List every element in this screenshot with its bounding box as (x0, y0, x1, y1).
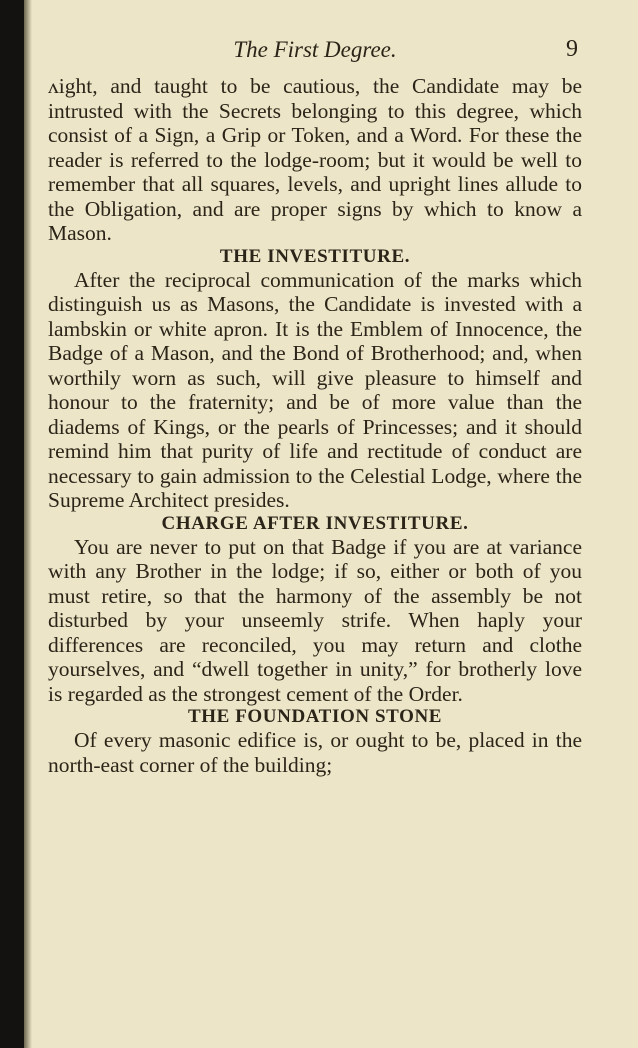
foundation-stone-paragraph: Of every masonic edifice is, or ought to be, placed in the north-east corner of the building; (48, 728, 582, 777)
page-gutter (24, 0, 32, 1048)
section-heading-charge: CHARGE AFTER INVESTITURE. (161, 512, 469, 534)
book-page (48, 34, 582, 777)
charge-paragraph: You are never to put on that Badge if you are at variance with any Brother in the lodge; if so, either or both of you must retire, so that the harmony of the assembly be not disturbed by your unseemly strife. When haply your differences are reconciled, you may return and clothe yourselves, and “dwell together in unity,” for brotherly love is regarded as the strongest cement of the Order. (48, 534, 582, 706)
page-number: 9 (566, 36, 578, 62)
section-heading-foundation-stone: THE FOUNDATION STONE (187, 706, 443, 727)
book-spine-shadow (0, 0, 24, 1048)
running-title: The First Degree. (233, 37, 397, 62)
section-heading-investiture: THE INVESTITURE. (219, 245, 411, 267)
running-head (48, 34, 582, 74)
investiture-paragraph: After the reciprocal communication of the marks which distinguish us as Masons, the Candidate is invested with a lambskin or white apron. It is the Emblem of Innocence, the Badge of a Mason, and the Bond of Brotherhood; and, when worthily worn as such, will give pleasure to himself and honour to the fraternity; and be of more value than the diadems of Kings, or the pearls of Princesses; and it should remind him that purity of life and rectitude of conduct are necessary to gain admission to the Celestial Lodge, where the Supreme Architect presides. (48, 267, 582, 512)
opening-paragraph: ʌight, and taught to be cautious, the Candidate may be intrusted with the Secrets belonging to this degree, which consist of a Sign, a Grip or Token, and a Word. For these the reader is referred to the lodge-room; but it would be well to remember that all squares, levels, and upright lines allude to the Obligation, and are proper signs by which to know a Mason. (48, 74, 582, 245)
